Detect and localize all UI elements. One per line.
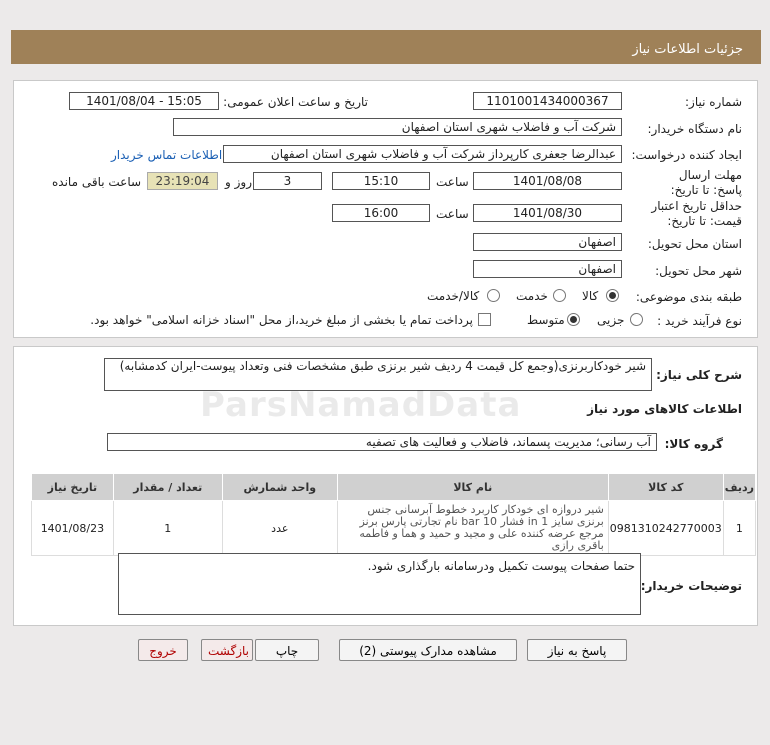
validity-label: حداقل تاریخ اعتبار قیمت: تا تاریخ:: [651, 199, 742, 228]
contact-buyer-link[interactable]: اطلاعات تماس خریدار: [111, 148, 223, 162]
category-option-goods: کالا: [582, 289, 599, 303]
summary-field: شیر خودکاربرنزی(وجمع کل قیمت 4 ردیف شیر برنزی طبق مشخصات فنی وتعداد پیوست-ایران کدمشابه): [104, 358, 652, 391]
remaining-time-field: 23:19:04: [147, 172, 218, 190]
page-header: [11, 30, 761, 64]
category-radio-goods[interactable]: [606, 289, 619, 302]
cell-qty: 1: [113, 501, 222, 556]
col-qty: تعداد / مقدار: [113, 474, 222, 501]
col-name: نام کالا: [337, 474, 608, 501]
print-button[interactable]: چاپ: [255, 639, 319, 661]
back-button[interactable]: بازگشت: [201, 639, 253, 661]
category-radio-service[interactable]: [553, 289, 566, 302]
city-field: اصفهان: [473, 260, 622, 278]
deadline-time-field: 15:10: [332, 172, 430, 190]
days-field: 3: [253, 172, 322, 190]
notes-field: حتما صفحات پیوست تکمیل ودرسامانه بارگذاری شود.: [118, 553, 641, 615]
deadline-date-field: 1401/08/08: [473, 172, 622, 190]
summary-label: شرح کلی نیاز:: [656, 368, 742, 382]
process-radio-medium[interactable]: [567, 313, 580, 326]
cell-code: 0981310242770003: [608, 501, 723, 556]
exit-button[interactable]: خروج: [138, 639, 188, 661]
category-option-goods-service: کالا/خدمت: [427, 289, 480, 303]
cell-name: شیر دروازه ای خودکار کاربرد خطوط آبرسانی جنس برنزی سایز 1 in فشار 10 bar نام تجارتی پارس برنز مرجع عرضه کننده علی و مجید و حمید و هما و فاطمه باقری رازی: [337, 501, 608, 556]
col-row: ردیف: [723, 474, 755, 501]
process-option-minor: جزیی: [597, 313, 625, 327]
category-label: طبقه بندی موضوعی:: [635, 290, 742, 304]
validity-time-field: 16:00: [332, 204, 430, 222]
validity-time-label: ساعت: [436, 207, 469, 221]
province-label: استان محل تحویل:: [647, 237, 742, 251]
goods-info-title: اطلاعات کالاهای مورد نیاز: [587, 402, 742, 416]
cell-unit: عدد: [222, 501, 337, 556]
col-date: تاریخ نیاز: [32, 474, 114, 501]
category-radio-goods-service[interactable]: [487, 289, 500, 302]
process-option-medium: متوسط: [527, 313, 565, 327]
need-number-label: شماره نیاز:: [685, 95, 742, 109]
process-radio-minor[interactable]: [630, 313, 643, 326]
view-attachments-button[interactable]: مشاهده مدارک پیوستی (2): [339, 639, 517, 661]
deadline-time-label: ساعت: [436, 175, 469, 189]
validity-date-field: 1401/08/30: [473, 204, 622, 222]
buyer-label: نام دستگاه خریدار:: [647, 122, 742, 136]
table-row: [32, 501, 756, 556]
need-number-field: 1101001434000367: [473, 92, 622, 110]
days-label: روز و: [225, 175, 252, 189]
creator-label: ایجاد کننده درخواست:: [631, 148, 742, 162]
watermark-logo: ParsNamadData: [200, 385, 522, 425]
category-option-service: خدمت: [516, 289, 548, 303]
payment-checkbox[interactable]: [478, 313, 491, 326]
cell-index: 1: [723, 501, 755, 556]
payment-note: پرداخت تمام یا بخشی از مبلغ خرید،از محل "اسناد خزانه اسلامی" خواهد بود.: [90, 313, 473, 327]
notes-label: توضیحات خریدار:: [640, 579, 742, 593]
col-unit: واحد شمارش: [222, 474, 337, 501]
process-label: نوع فرآیند خرید :: [657, 314, 742, 328]
col-code: کد کالا: [608, 474, 723, 501]
announce-field: 1401/08/04 - 15:05: [69, 92, 219, 110]
province-field: اصفهان: [473, 233, 622, 251]
announce-label: تاریخ و ساعت اعلان عمومی:: [223, 95, 368, 109]
page-title: جزئیات اطلاعات نیاز: [632, 42, 743, 57]
reply-button[interactable]: پاسخ به نیاز: [527, 639, 627, 661]
items-table: [31, 473, 756, 556]
deadline-label: مهلت ارسال پاسخ: تا تاریخ:: [670, 168, 742, 197]
cell-date: 1401/08/23: [32, 501, 114, 556]
goods-group-field: آب رسانی؛ مدیریت پسماند، فاضلاب و فعالیت های تصفیه: [107, 433, 657, 451]
city-label: شهر محل تحویل:: [655, 264, 742, 278]
buyer-field: شرکت آب و فاضلاب شهری استان اصفهان: [173, 118, 622, 136]
goods-group-label: گروه کالا:: [664, 437, 723, 451]
remaining-label: ساعت باقی مانده: [52, 175, 142, 189]
creator-field: عبدالرضا جعفری کارپرداز شرکت آب و فاضلاب شهری استان اصفهان: [223, 145, 622, 163]
